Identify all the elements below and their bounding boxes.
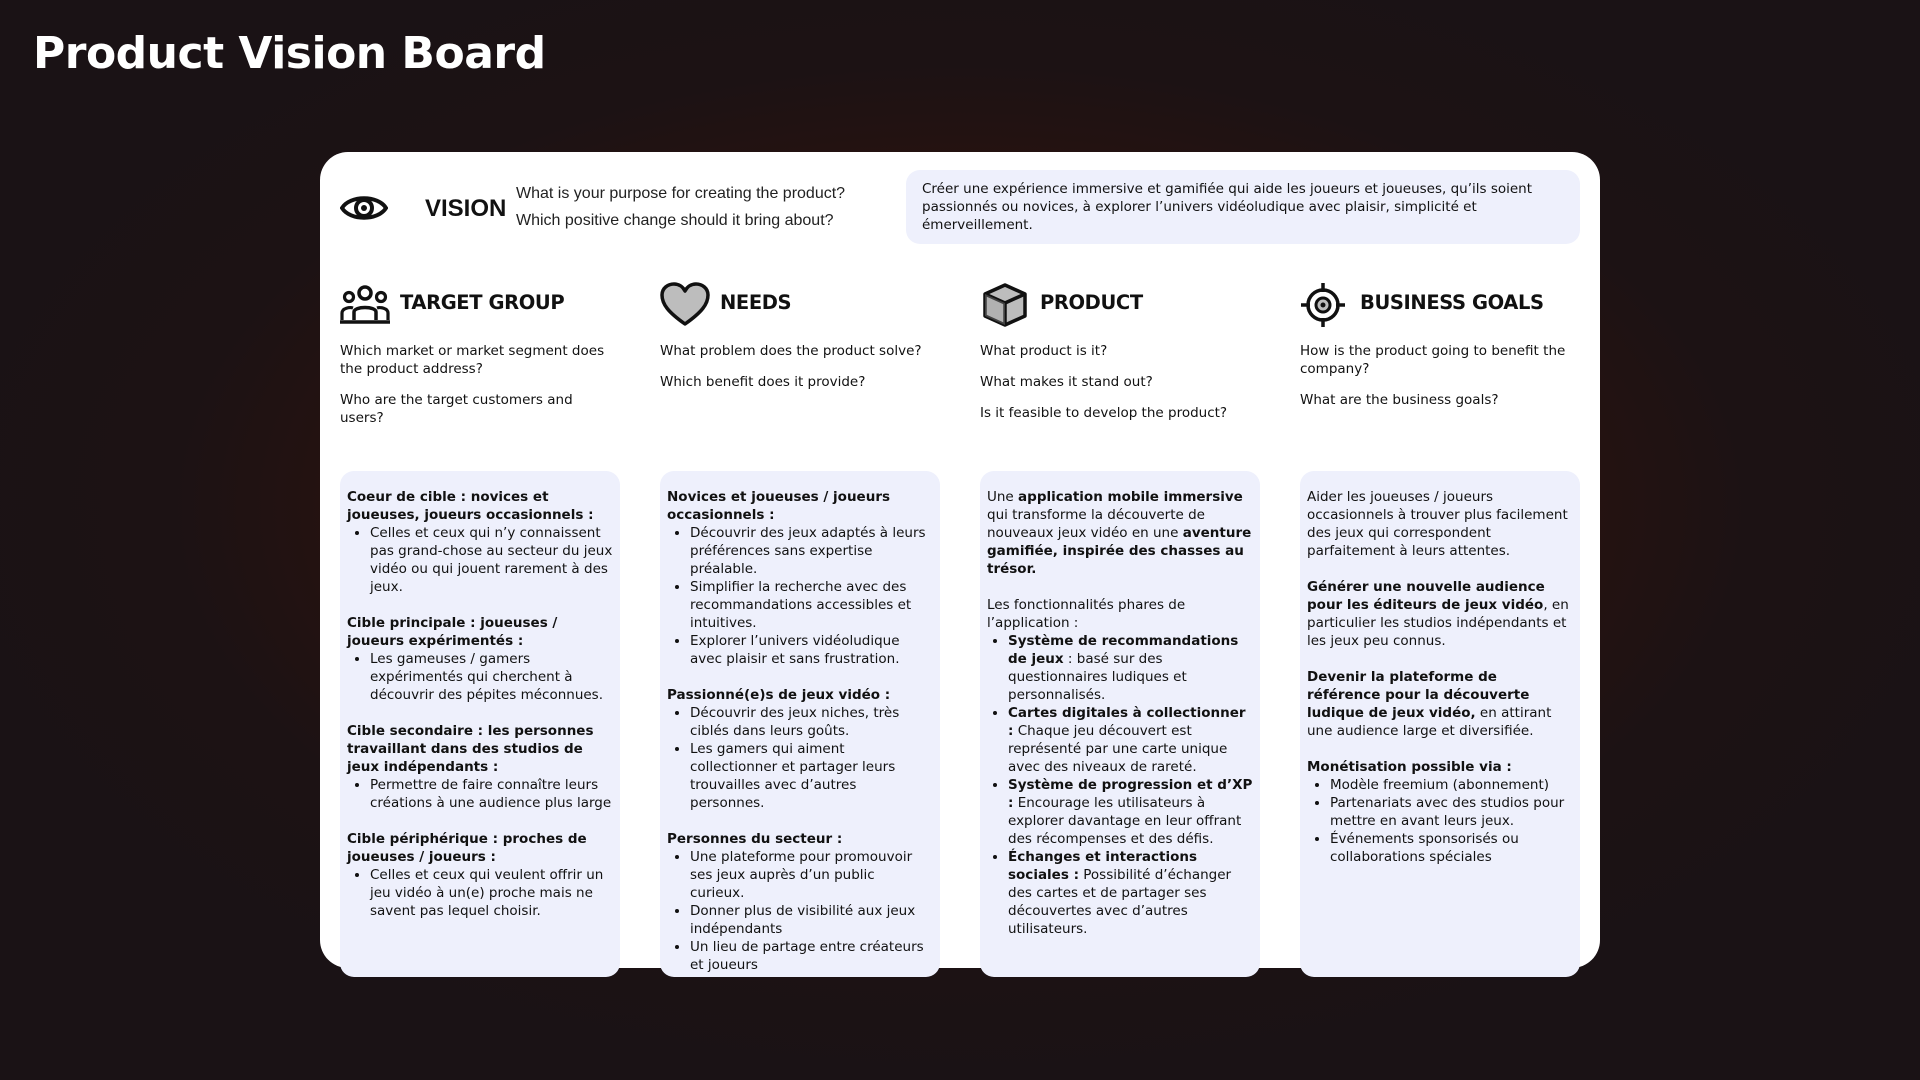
target-group-questions [340, 342, 620, 446]
list-item: • Donner plus de visibilité aux jeux indépendants [690, 902, 933, 938]
section-heading: Novices et joueuses / joueurs occasionnels : [667, 489, 891, 523]
cube-icon [980, 282, 1030, 328]
needs-content [660, 471, 940, 977]
question: What are the business goals? [1300, 392, 1499, 408]
list-item: • Simplifier la recherche avec des recommandations accessibles et intuitives. [690, 578, 933, 632]
vision-section [340, 170, 1580, 246]
eye-icon [340, 192, 388, 224]
business-goals-content [1300, 471, 1580, 977]
heart-icon [660, 282, 710, 328]
list-item: • Explorer l’univers vidéoludique avec plaisir et sans frustration. [690, 632, 933, 668]
section-heading: Cible secondaire : les personnes travaillant dans des studios de jeux indépendants : [347, 723, 594, 775]
question: What product is it? [980, 343, 1108, 359]
vision-question: Which positive change should it bring about? [516, 212, 834, 229]
list-item: • Celles et ceux qui n’y connaissent pas grand-chose au secteur du jeux vidéo ou qui jouent rarement à des jeux. [370, 524, 613, 596]
question: Is it feasible to develop the product? [980, 405, 1228, 421]
product-column [980, 278, 1260, 446]
business-goals-column [1300, 278, 1580, 446]
list-item: • Découvrir des jeux adaptés à leurs préférences sans expertise préalable. [690, 524, 933, 578]
product-questions [980, 342, 1260, 446]
section-heading: Coeur de cible : novices et joueuses, joueurs occasionnels : [347, 489, 594, 523]
product-content [980, 471, 1260, 977]
list-item: • Permettre de faire connaître leurs créations à une audience plus large [370, 776, 613, 812]
target-group-content [340, 471, 620, 977]
target-group-label: TARGET GROUP [400, 291, 565, 314]
section-heading: Cible périphérique : proches de joueuses / joueurs : [347, 831, 587, 865]
section-heading: Passionné(e)s de jeux vidéo : [667, 687, 891, 703]
list-item: • Celles et ceux qui veulent offrir un jeu vidéo à un(e) proche mais ne savent pas lequel choisir. [370, 866, 613, 920]
product-label: PRODUCT [1040, 291, 1143, 314]
target-crosshair-icon [1300, 282, 1350, 328]
goal-paragraph: Devenir la plateforme de référence pour la découverte ludique de jeux vidéo, en attirant une audience large et diversifiée. [1307, 669, 1552, 739]
monetisation-heading: Monétisation possible via : [1307, 759, 1512, 775]
section-heading: Personnes du secteur : [667, 831, 843, 847]
needs-label: NEEDS [720, 291, 792, 314]
question: Who are the target customers and users? [340, 392, 573, 426]
list-item: • Un lieu de partage entre créateurs et joueurs [690, 938, 933, 974]
business-goals-questions [1300, 342, 1580, 446]
question: What makes it stand out? [980, 374, 1153, 390]
vision-answer: Créer une expérience immersive et gamifiée qui aide les joueurs et joueuses, qu’ils soient passionnés ou novices, à explorer l’univers vidéoludique avec plaisir, simplicité et émerveillement. [906, 170, 1580, 244]
list-item: • Découvrir des jeux niches, très ciblés dans leurs goûts. [690, 704, 933, 740]
feature-item: • Système de recommandations de jeux : basé sur des questionnaires ludiques et personnalisés. [1008, 632, 1253, 704]
feature-item: • Échanges et interactions sociales : Possibilité d’échanger des cartes et de partager ses découvertes avec d’autres utilisateurs. [1008, 848, 1253, 938]
list-item: • Les gamers qui aiment collectionner et partager leurs trouvailles avec d’autres personnes. [690, 740, 933, 812]
question: Which market or market segment does the product address? [340, 343, 605, 377]
list-item: • Modèle freemium (abonnement) [1330, 776, 1573, 794]
feature-item: • Système de progression et d’XP : Encourage les utilisateurs à explorer davantage en leur offrant des récompenses et des défis. [1008, 776, 1253, 848]
vision-board-card [320, 152, 1600, 973]
question: Which benefit does it provide? [660, 374, 866, 390]
page-title: Product Vision Board [33, 28, 546, 79]
list-item: • Les gameuses / gamers expérimentés qui cherchent à découvrir des pépites méconnues. [370, 650, 613, 704]
question: What problem does the product solve? [660, 343, 922, 359]
people-group-icon [340, 282, 390, 328]
needs-questions [660, 342, 940, 446]
vision-label: VISION [425, 195, 507, 222]
needs-column [660, 278, 940, 446]
goal-paragraph: Générer une nouvelle audience pour les éditeurs de jeux vidéo, en particulier les studios indépendants et les jeux peu connus. [1307, 579, 1569, 649]
question: How is the product going to benefit the company? [1300, 343, 1566, 377]
list-item: • Partenariats avec des studios pour mettre en avant leurs jeux. [1330, 794, 1573, 830]
features-heading: Les fonctionnalités phares de l’application : [987, 597, 1186, 631]
vision-question: What is your purpose for creating the product? [516, 185, 846, 202]
target-group-column [340, 278, 620, 446]
feature-item: • Cartes digitales à collectionner : Chaque jeu découvert est représenté par une carte unique avec des niveaux de rareté. [1008, 704, 1253, 776]
vision-questions [516, 180, 845, 234]
product-intro: Une application mobile immersive qui transforme la découverte de nouveaux jeux vidéo en une aventure gamifiée, inspirée des chasses au trésor. [987, 489, 1252, 577]
section-heading: Cible principale : joueuses / joueurs expérimentés : [347, 615, 558, 649]
goal-paragraph: Aider les joueuses / joueurs occasionnels à trouver plus facilement des jeux qui correspondent parfaitement à leurs attentes. [1307, 489, 1568, 559]
list-item: • Une plateforme pour promouvoir ses jeux auprès d’un public curieux. [690, 848, 933, 902]
business-goals-label: BUSINESS GOALS [1360, 291, 1544, 314]
list-item: • Événements sponsorisés ou collaborations spéciales [1330, 830, 1573, 866]
